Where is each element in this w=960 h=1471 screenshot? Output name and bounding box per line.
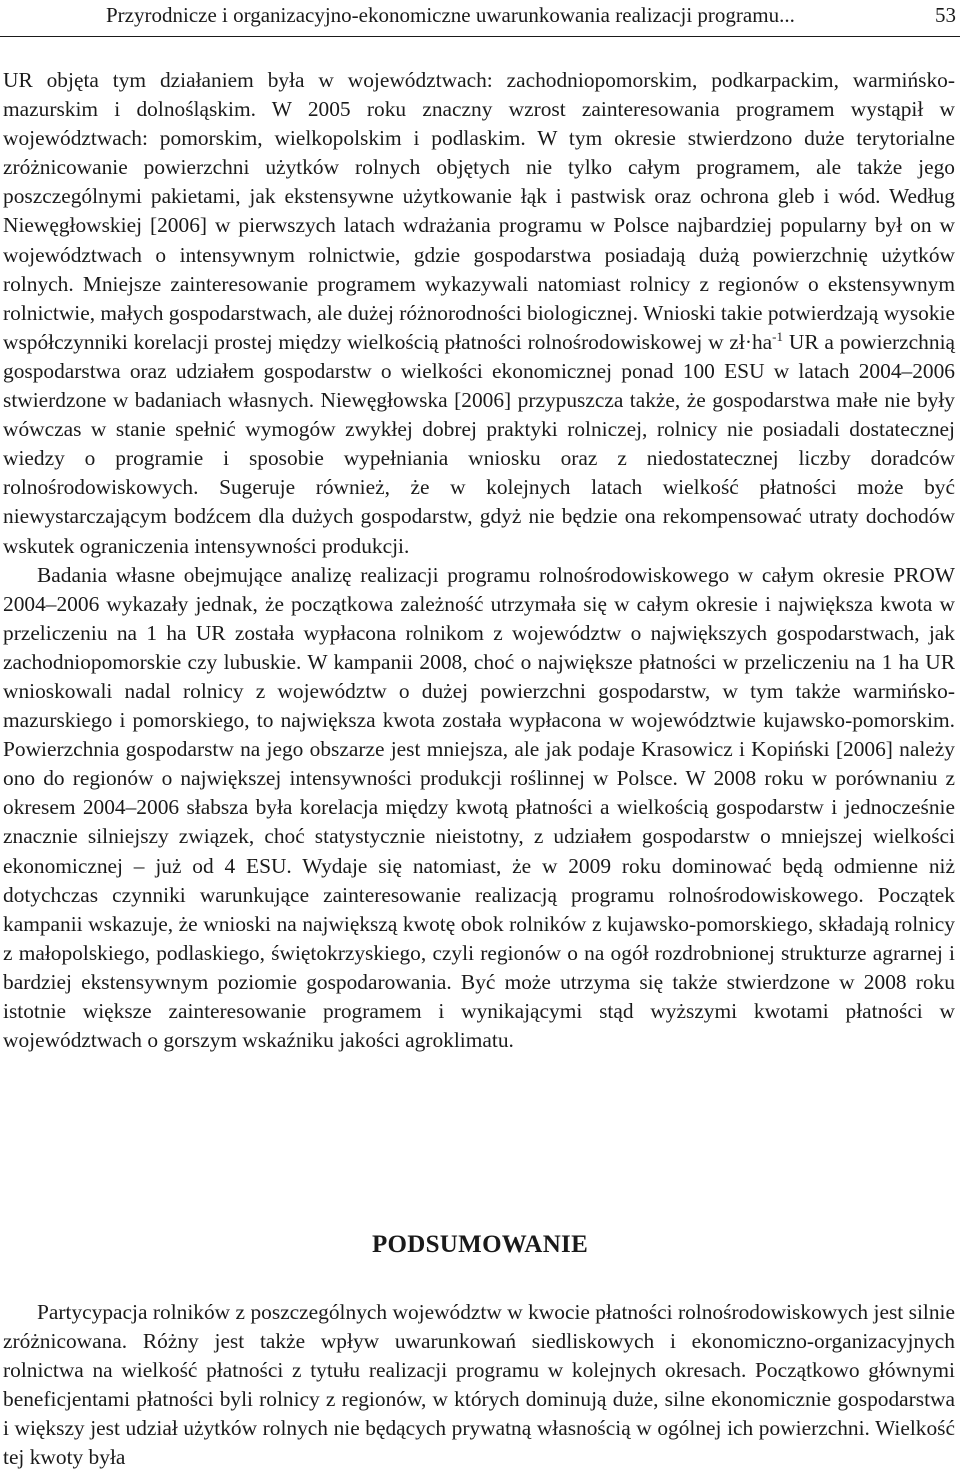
section-heading: PODSUMOWANIE bbox=[371, 1231, 589, 1258]
paragraph-1-part-b: UR a powierzchnią gospodarstwa oraz udziałem gospodarstw o wielkości ekonomicznej ponad 100 ESU w latach 2004–2006 stwierdzone w badaniach własnych. Niewęgłowska [2006] przypuszcza także, że gospodarstwa małe nie były wówczas w stanie spełnić wymogów zwykłej dobrej praktyki rolniczej, rolnicy nie posiadali dostatecznej wiedzy o programie i sposobie wypełniania wniosku oraz z niedostatecznej liczby doradców rolnośrodowiskowych. Sugeruje również, że w kolejnych latach wielkość płatności może być niewystarczającym bodźcem dla dużych gospodarstw, gdyż nie będzie ona rekompensować utraty dochodów wskutek ograniczenia intensywności produkcji. bbox=[3, 329, 955, 558]
paragraph-1-part-a: UR objęta tym działaniem była w województwach: zachodniopomorskim, podkarpackim, warmińsko-mazurskim i dolnośląskim. W 2005 roku znaczny wzrost zainteresowania programem wystąpił w województwach: pomorskim, wielkopolskim i podlaskim. W tym okresie stwierdzono duże terytorialne zróżnicowanie powierzchni użytków rolnych objętych nie tylko całym programem, ale także jego poszczególnymi pakietami, jak ekstensywne użytkowanie łąk i pastwisk oraz ochrona gleb i wód. Według Niewęgłowskiej [2006] w pierwszych latach wdrażania programu w Polsce najbardziej popularny był on w województwach o intensywnym rolnictwie, gdzie gospodarstwa posiadają dużą powierzchnię użytków rolnych. Mniejsze zainteresowanie programem wykazywali natomiast rolnicy z regionów o ekstensywnym rolnictwie, małych gospodarstwach, ale dużej różnorodności biologicznej. Wnioski takie potwierdzają wysokie współczynniki korelacji prostej między wielkością płatności rolnośrodowiskowej w zł·ha bbox=[3, 68, 955, 354]
summary-paragraph: Partycypacja rolników z poszczególnych województw w kwocie płatności rolnośrodowiskowych jest silnie zróżnicowana. Różny jest także wpływ uwarunkowań siedliskowych i ekonomiczno-organizacyjnych rolnictwa na wielkość płatności z tytułu realizacji programu w kolejnych okresach. Początkowo głównymi beneficjentami płatności byli rolnicy z regionów, w których dominują duże, silne ekonomicznie gospodarstwa i większy jest udział użytków rolnych nie będących prywatną własnością w ogólnej ich powierzchni. Wielkość tej kwoty była bbox=[3, 1300, 955, 1470]
paragraph-continued bbox=[3, 66, 955, 561]
running-header bbox=[0, 0, 960, 37]
superscript-exponent: -1 bbox=[772, 328, 784, 344]
page-number: 53 bbox=[935, 3, 956, 27]
main-body-text bbox=[3, 66, 955, 1055]
paragraph-2: Badania własne obejmujące analizę realizacji programu rolnośrodowiskowego w całym okresie PROW 2004–2006 wykazały jednak, że początkowa zależność utrzymała się w całym okresie i największa kwota w przeliczeniu na 1 ha UR została wypłacona rolnikom z województw o największych gospodarstwach, jak zachodniopomorskie czy lubuskie. W kampanii 2008, choć o największe płatności w przeliczeniu na 1 ha UR wnioskowali nadal rolnicy z województw o dużej powierzchni gospodarstw, w tym także warmińsko-mazurskiego i pomorskiego, to największa kwota została wypłacona w województwie kujawsko-pomorskim. Powierzchnia gospodarstw na jego obszarze jest mniejsza, ale jak podaje Krasowicz i Kopiński [2006] należy ono do regionów o największej intensywności produkcji roślinnej w Polsce. W 2008 roku w porównaniu z okresem 2004–2006 słabsza była korelacja między kwotą płatności a wielkością gospodarstw i jednocześnie znacznie silniejszy związek, choć statystycznie nieistotny, z udziałem gospodarstw o mniejszej wielkości ekonomicznej – już od 4 ESU. Wydaje się natomiast, że w 2009 roku dominować będą odmienne niż dotychczas czynniki warunkujące zainteresowanie realizacją programu rolnośrodowiskowego. Początek kampanii wskazuje, że wnioski na największą kwotę obok rolników z kujawsko-pomorskiego, składają rolnicy z małopolskiego, podlaskiego, świętokrzyskiego, czyli regionów o na ogół rozdrobnionej strukturze agrarnej i bardziej ekstensywnym poziomie gospodarowania. Być może utrzyma się także stwierdzone w 2008 roku istotnie większe zainteresowanie programem i wynikającymi stąd wyższymi kwotami płatności w województwach o gorszym wskaźniku jakości agroklimatu. bbox=[3, 562, 955, 1053]
summary-body-text bbox=[3, 1298, 955, 1471]
running-header-title: Przyrodnicze i organizacyjno-ekonomiczne uwarunkowania realizacji programu... bbox=[106, 3, 795, 27]
